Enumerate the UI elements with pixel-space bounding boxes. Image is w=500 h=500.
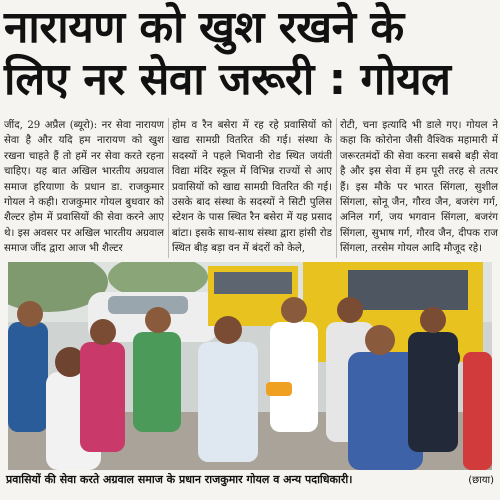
article-body (4, 118, 496, 258)
caption-text: प्रवासियों की सेवा करते अग्रवाल समाज के प्रधान राजकुमार गोयल व अन्य पदाधिकारी। (6, 473, 353, 486)
news-photo (8, 262, 492, 470)
photo-illustration (8, 262, 492, 470)
column-divider (168, 118, 169, 258)
headline-line-2: लिए नर सेवा जरूरी : गोयल (4, 54, 451, 105)
photo-caption (6, 472, 494, 492)
headline (0, 0, 500, 112)
article-column-1: जींद, 29 अप्रैल (ब्यूरो): नर सेवा नारायण सेवा है और यदि हम नारायण को खुश रखना चाहते हैं तो हमें नर सेवा करते रहना चाहिए। यह बात अखिल भारतीय अग्रवाल समाज हरियाणा के प्रधान डा. राजकुमार गोयल ने कही। राजकुमार गोयल बुधवार को शैल्टर होम में प्रवासियों की सेवा करने आए थे। इस अवसर पर अखिल भारतीय अग्रवाल समाज जींद द्वारा आज भी शैल्टर (4, 120, 164, 255)
article-column-2: होम व रैन बसेरा में रह रहे प्रवासियों को खाद्य सामग्री वितरित की गई। संस्था के सदस्यों ने पहले भिवानी रोड स्थित जयंती विद्या मंदिर स्कूल में विभिन्न राज्यों से आए प्रवासियों को खाद्य सामग्री वितरित की गई। उसके बाद संस्था के सदस्यों ने सिटी पुलिस स्टेशन के पास स्थित रैन बसेरा में यह प्रसाद बांटा। इसके साथ-साथ संस्था द्वारा हांसी रोड स्थित बीड़ बड़ा वन में बंदरों को केले, (172, 120, 332, 255)
article-column-3: रोटी, चना इत्यादि भी डाले गए। गोयल ने कहा कि कोरोना जैसी वैश्विक महामारी में जरूरतमंदों की सेवा करना सबसे बड़ी सेवा है और इस सेवा में हम पूरी तरह से तत्पर हैं। इस मौके पर भारत सिंगला, सुशील सिंगला, सोनू जैन, गौरव जैन, बजरंग गर्ग, अनिल गर्ग, जय भगवान सिंगला, बजरंग सिंगला, सुभाष गर्ग, गौरव जैन, दीपक राज सिंगला, तरसेम गोयल आदि मौजूद रहे। (340, 120, 498, 255)
column-divider (336, 118, 337, 258)
photo-credit: (छाया) (468, 475, 494, 486)
headline-line-1: नारायण को खुश रखने के (4, 2, 404, 53)
